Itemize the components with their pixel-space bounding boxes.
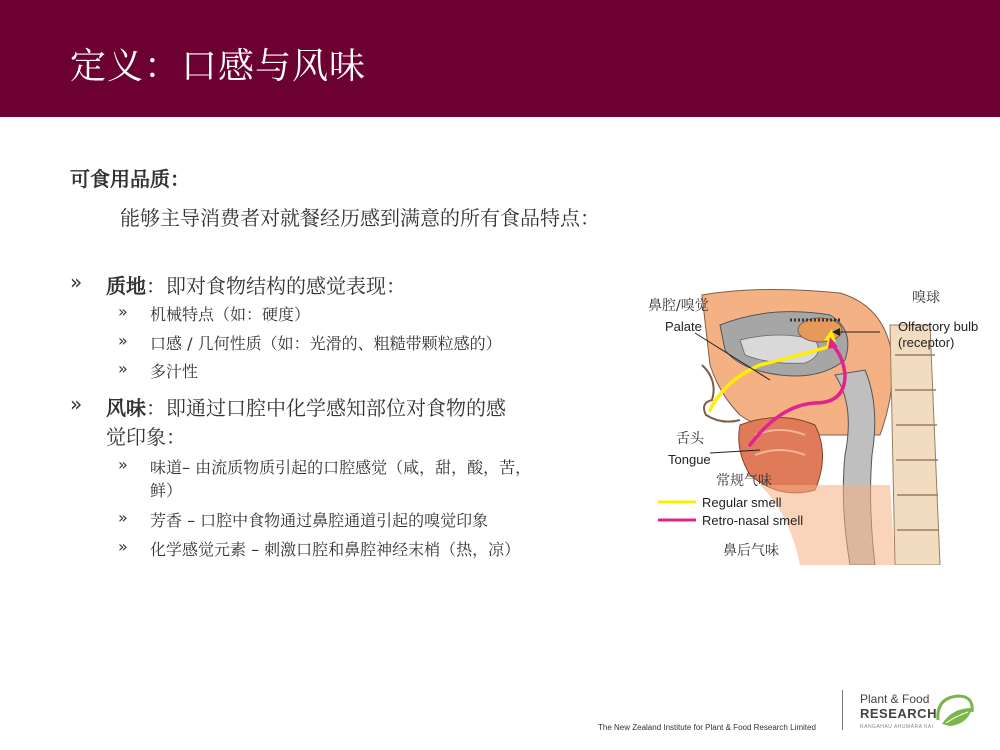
list-item-text: 味道– 由流质物质引起的口腔感觉（咸，甜，酸，苦， — [150, 458, 532, 477]
intro-lead: 可食用品质： — [70, 167, 190, 191]
anatomy-figure — [640, 285, 990, 565]
bullet-texture-desc: ：即对食物结构的感觉表现： — [146, 274, 406, 298]
bullet-texture-label: 质地 — [106, 274, 146, 298]
label-palate: Palate — [665, 319, 702, 334]
page-title: 定义：口感与风味 — [70, 46, 367, 87]
label-regular-smell-cn: 常规气味 — [716, 473, 772, 489]
label-retro-nasal-cn: 鼻后气味 — [723, 543, 779, 559]
sub-bullet-mark: » — [118, 455, 128, 474]
logo-text-main: RESEARCH — [860, 706, 937, 721]
bullet-flavour-cont: 觉印象： — [106, 425, 186, 449]
list-item-text: 口感 / 几何性质（如：光滑的、粗糙带颗粒感的） — [150, 334, 502, 353]
label-tongue-cn: 舌头 — [676, 431, 704, 447]
label-nasal-cavity: 鼻腔/嗅觉 — [648, 298, 709, 314]
bullet-texture-text — [106, 270, 406, 299]
logo-divider — [842, 690, 843, 730]
legend-regular-smell: Regular smell — [702, 495, 782, 510]
bullet-flavour-label: 风味 — [106, 396, 146, 420]
sub-bullet-mark: » — [118, 537, 128, 556]
sub-bullet-mark: » — [118, 359, 128, 378]
sub-bullet-mark: » — [118, 331, 128, 350]
list-item-text: 机械特点（如：硬度） — [150, 305, 311, 324]
list-item — [118, 302, 618, 324]
sub-bullet-mark: » — [118, 302, 128, 321]
intro-definition: 能够主导消费者对就餐经历感到满意的所有食品特点： — [120, 206, 600, 230]
label-receptor: (receptor) — [898, 335, 955, 350]
list-item — [118, 508, 618, 530]
list-item-text: 芳香 – 口腔中食物通过鼻腔通道引起的嗅觉印象 — [150, 511, 489, 530]
bullet-flavour — [70, 392, 630, 420]
list-item-text: 化学感觉元素 – 刺激口腔和鼻腔神经末梢（热，凉） — [150, 540, 521, 559]
legend-retro-nasal-smell: Retro-nasal smell — [702, 513, 804, 528]
list-item-cont: 鲜） — [150, 481, 183, 500]
logo-text-sub: RANGAHAU AHUMĀRA KAI — [860, 724, 934, 730]
label-olfactory-bulb: Olfactory bulb — [898, 319, 979, 334]
list-item — [118, 331, 618, 353]
bullet-texture — [70, 270, 630, 298]
bullet-mark: » — [70, 392, 83, 416]
bullet-flavour-text — [106, 392, 506, 421]
list-item-text: 多汁性 — [150, 362, 199, 381]
label-olfactory-bulb-cn: 嗅球 — [912, 290, 940, 306]
label-tongue: Tongue — [668, 452, 711, 467]
sub-bullet-mark: » — [118, 508, 128, 527]
footer-institute: The New Zealand Institute for Plant & Food Research Limited — [598, 723, 816, 732]
bullet-mark: » — [70, 270, 83, 294]
logo-text-top: Plant & Food — [860, 692, 930, 706]
leaf-logo-icon — [932, 690, 978, 732]
bullet-flavour-desc: ：即通过口腔中化学感知部位对食物的感 — [146, 396, 506, 420]
list-item — [118, 455, 618, 477]
list-item — [118, 359, 618, 381]
list-item — [118, 537, 618, 559]
